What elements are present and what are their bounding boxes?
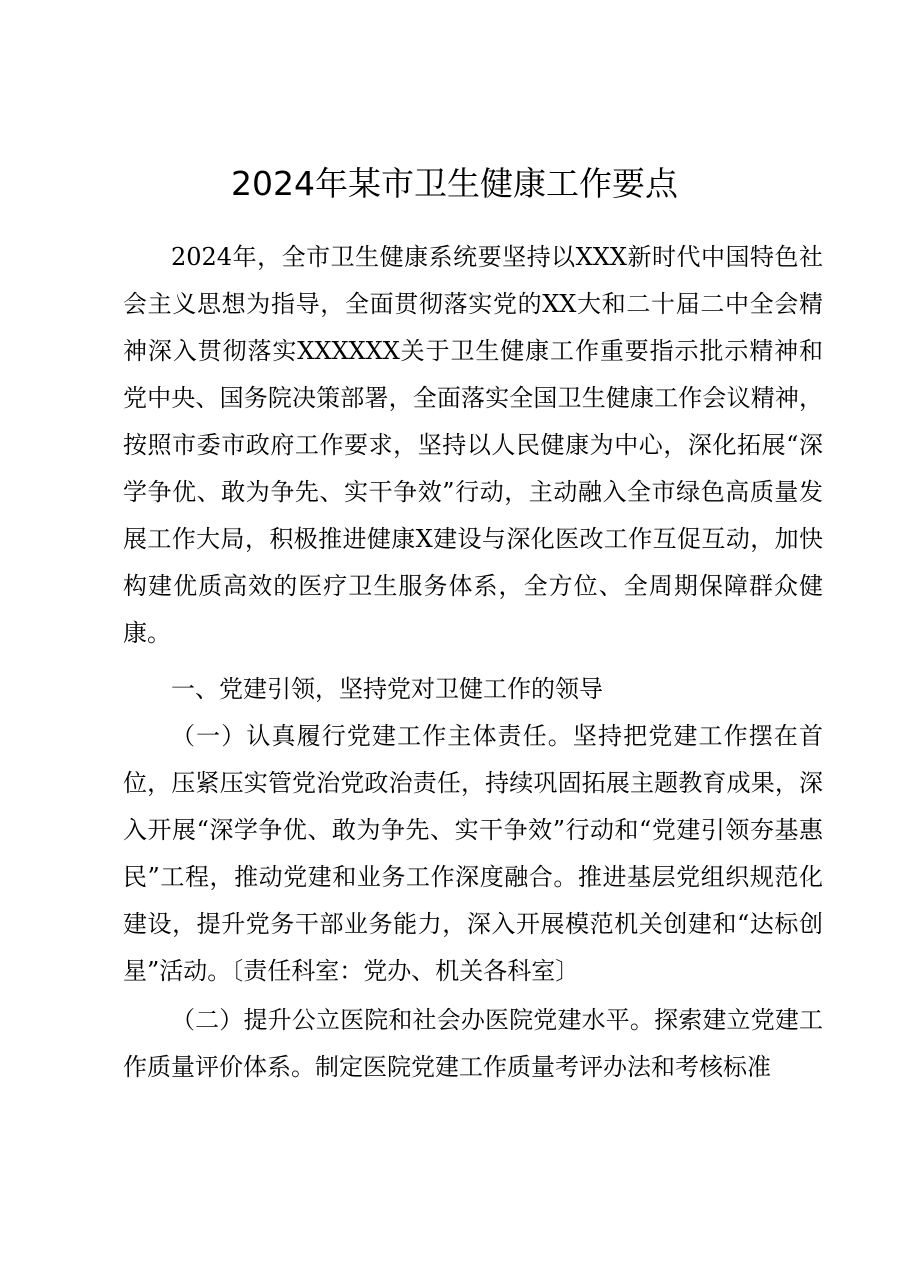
item-paragraph-1: （一）认真履行党建工作主体责任。坚持把党建工作摆在首位，压紧压实管党治党政治责任，持续巩固拓展主题教育成果，深入开展“深学争优、敢为争先、实干争效”行动和“党建引领夯基惠民”工程，推动党建和业务工作深度融合。推进基层党组织规范化建设，提升党务干部业务能力，深入开展模范机关创建和“达标创星”活动。〔责任科室：党办、机关各科室〕	[123, 722, 823, 985]
intro-paragraph: 2024年，全市卫生健康系统要坚持以XXX新时代中国特色社会主义思想为指导，全面贯彻落实党的XX大和二十届二中全会精神深入贯彻落实XXXXXX关于卫生健康工作重要指示批示精神和党中央、国务院决策部署，全面落实全国卫生健康工作会议精神，按照市委市政府工作要求，坚持以人民健康为中心，深化拓展“深学争优、敢为争先、实干争效”行动，主动融入全市绿色高质量发展工作大局，积极推进健康X建设与深化医改工作互促互动，加快构建优质高效的医疗卫生服务体系，全方位、全周期保障群众健康。	[123, 243, 823, 647]
section-heading-party-building: 一、党建引领，坚持党对卫健工作的领导	[171, 675, 603, 703]
document-title: 2024年某市卫生健康工作要点	[231, 164, 678, 203]
item-paragraph-2: （二）提升公立医院和社会办医院党建水平。探索建立党建工作质量评价体系。制定医院党建工作质量考评办法和考核标准	[123, 1006, 823, 1081]
